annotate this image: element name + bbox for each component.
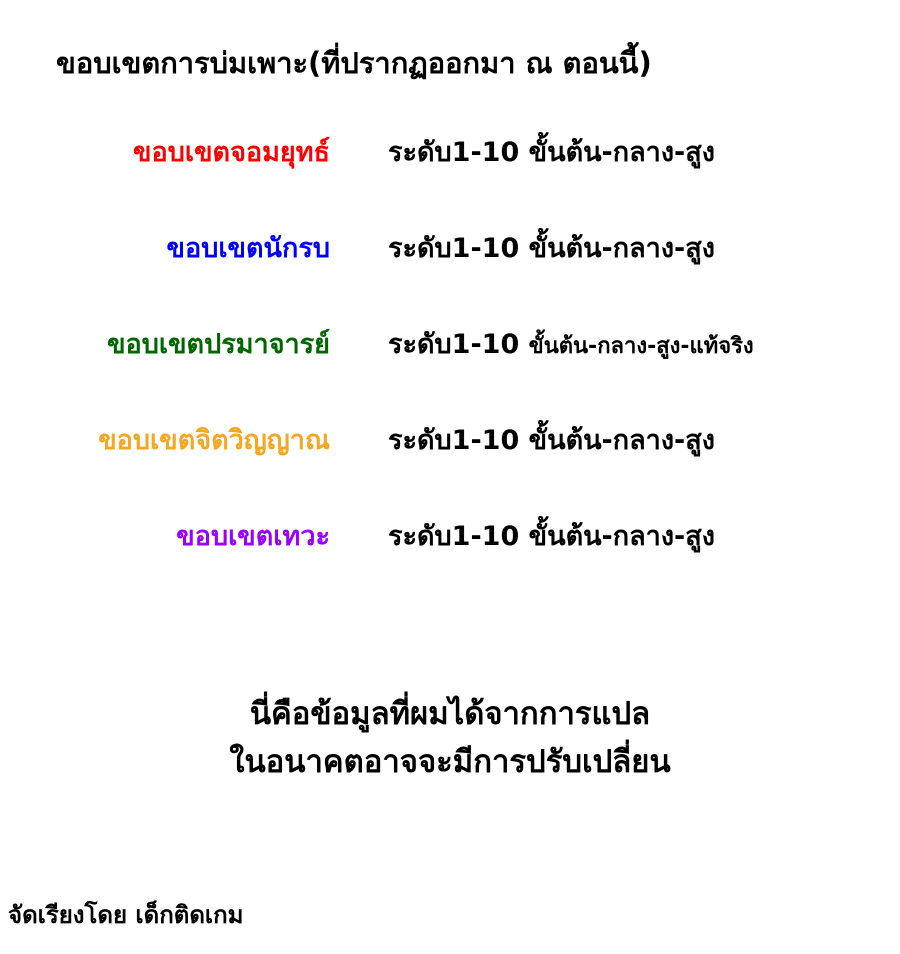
realm-level-range: ระดับ1-10 bbox=[388, 425, 520, 456]
credit-line: จัดเรียงโดย เด็กติดเกม bbox=[8, 901, 244, 929]
realm-level-stages: ขั้นต้น-กลาง-สูง-แท้จริง bbox=[528, 334, 754, 359]
realm-level-stages: ขั้นต้น-กลาง-สูง bbox=[528, 233, 715, 264]
realm-level-stages: ขั้นต้น-กลาง-สูง bbox=[528, 521, 715, 552]
realm-level-stages: ขั้นต้น-กลาง-สูง bbox=[528, 137, 715, 168]
realm-level-range: ระดับ1-10 bbox=[388, 329, 520, 360]
realm-name: ขอบเขตปรมาจารย์ bbox=[107, 329, 330, 360]
realm-level-stages: ขั้นต้น-กลาง-สูง bbox=[528, 425, 715, 456]
realm-detail bbox=[330, 418, 715, 461]
realm-row bbox=[0, 130, 900, 226]
realm-name: ขอบเขตจิตวิญญาณ bbox=[98, 425, 330, 456]
realm-row bbox=[0, 418, 900, 514]
realm-detail bbox=[330, 514, 715, 557]
realm-row bbox=[0, 226, 900, 322]
page-title: ขอบเขตการบ่มเพาะ(ที่ปรากฏออกมา ณ ตอนนี้) bbox=[56, 46, 652, 80]
realm-row bbox=[0, 514, 900, 610]
note-block bbox=[0, 690, 900, 786]
realm-level-range: ระดับ1-10 bbox=[388, 137, 520, 168]
realm-detail bbox=[330, 322, 754, 365]
realm-list bbox=[0, 130, 900, 610]
realm-detail bbox=[330, 130, 715, 173]
realm-row bbox=[0, 322, 900, 418]
note-line: ในอนาคตอาจจะมีการปรับเปลี่ยน bbox=[229, 744, 671, 781]
note-line: นี่คือข้อมูลที่ผมได้จากการแปล bbox=[249, 696, 651, 732]
realm-level-range: ระดับ1-10 bbox=[388, 233, 520, 264]
realm-level-range: ระดับ1-10 bbox=[388, 521, 520, 552]
realm-name: ขอบเขตนักรบ bbox=[166, 233, 330, 264]
realm-name: ขอบเขตจอมยุทธ์ bbox=[133, 137, 330, 168]
realm-name: ขอบเขตเทวะ bbox=[176, 521, 330, 552]
realm-detail bbox=[330, 226, 715, 269]
